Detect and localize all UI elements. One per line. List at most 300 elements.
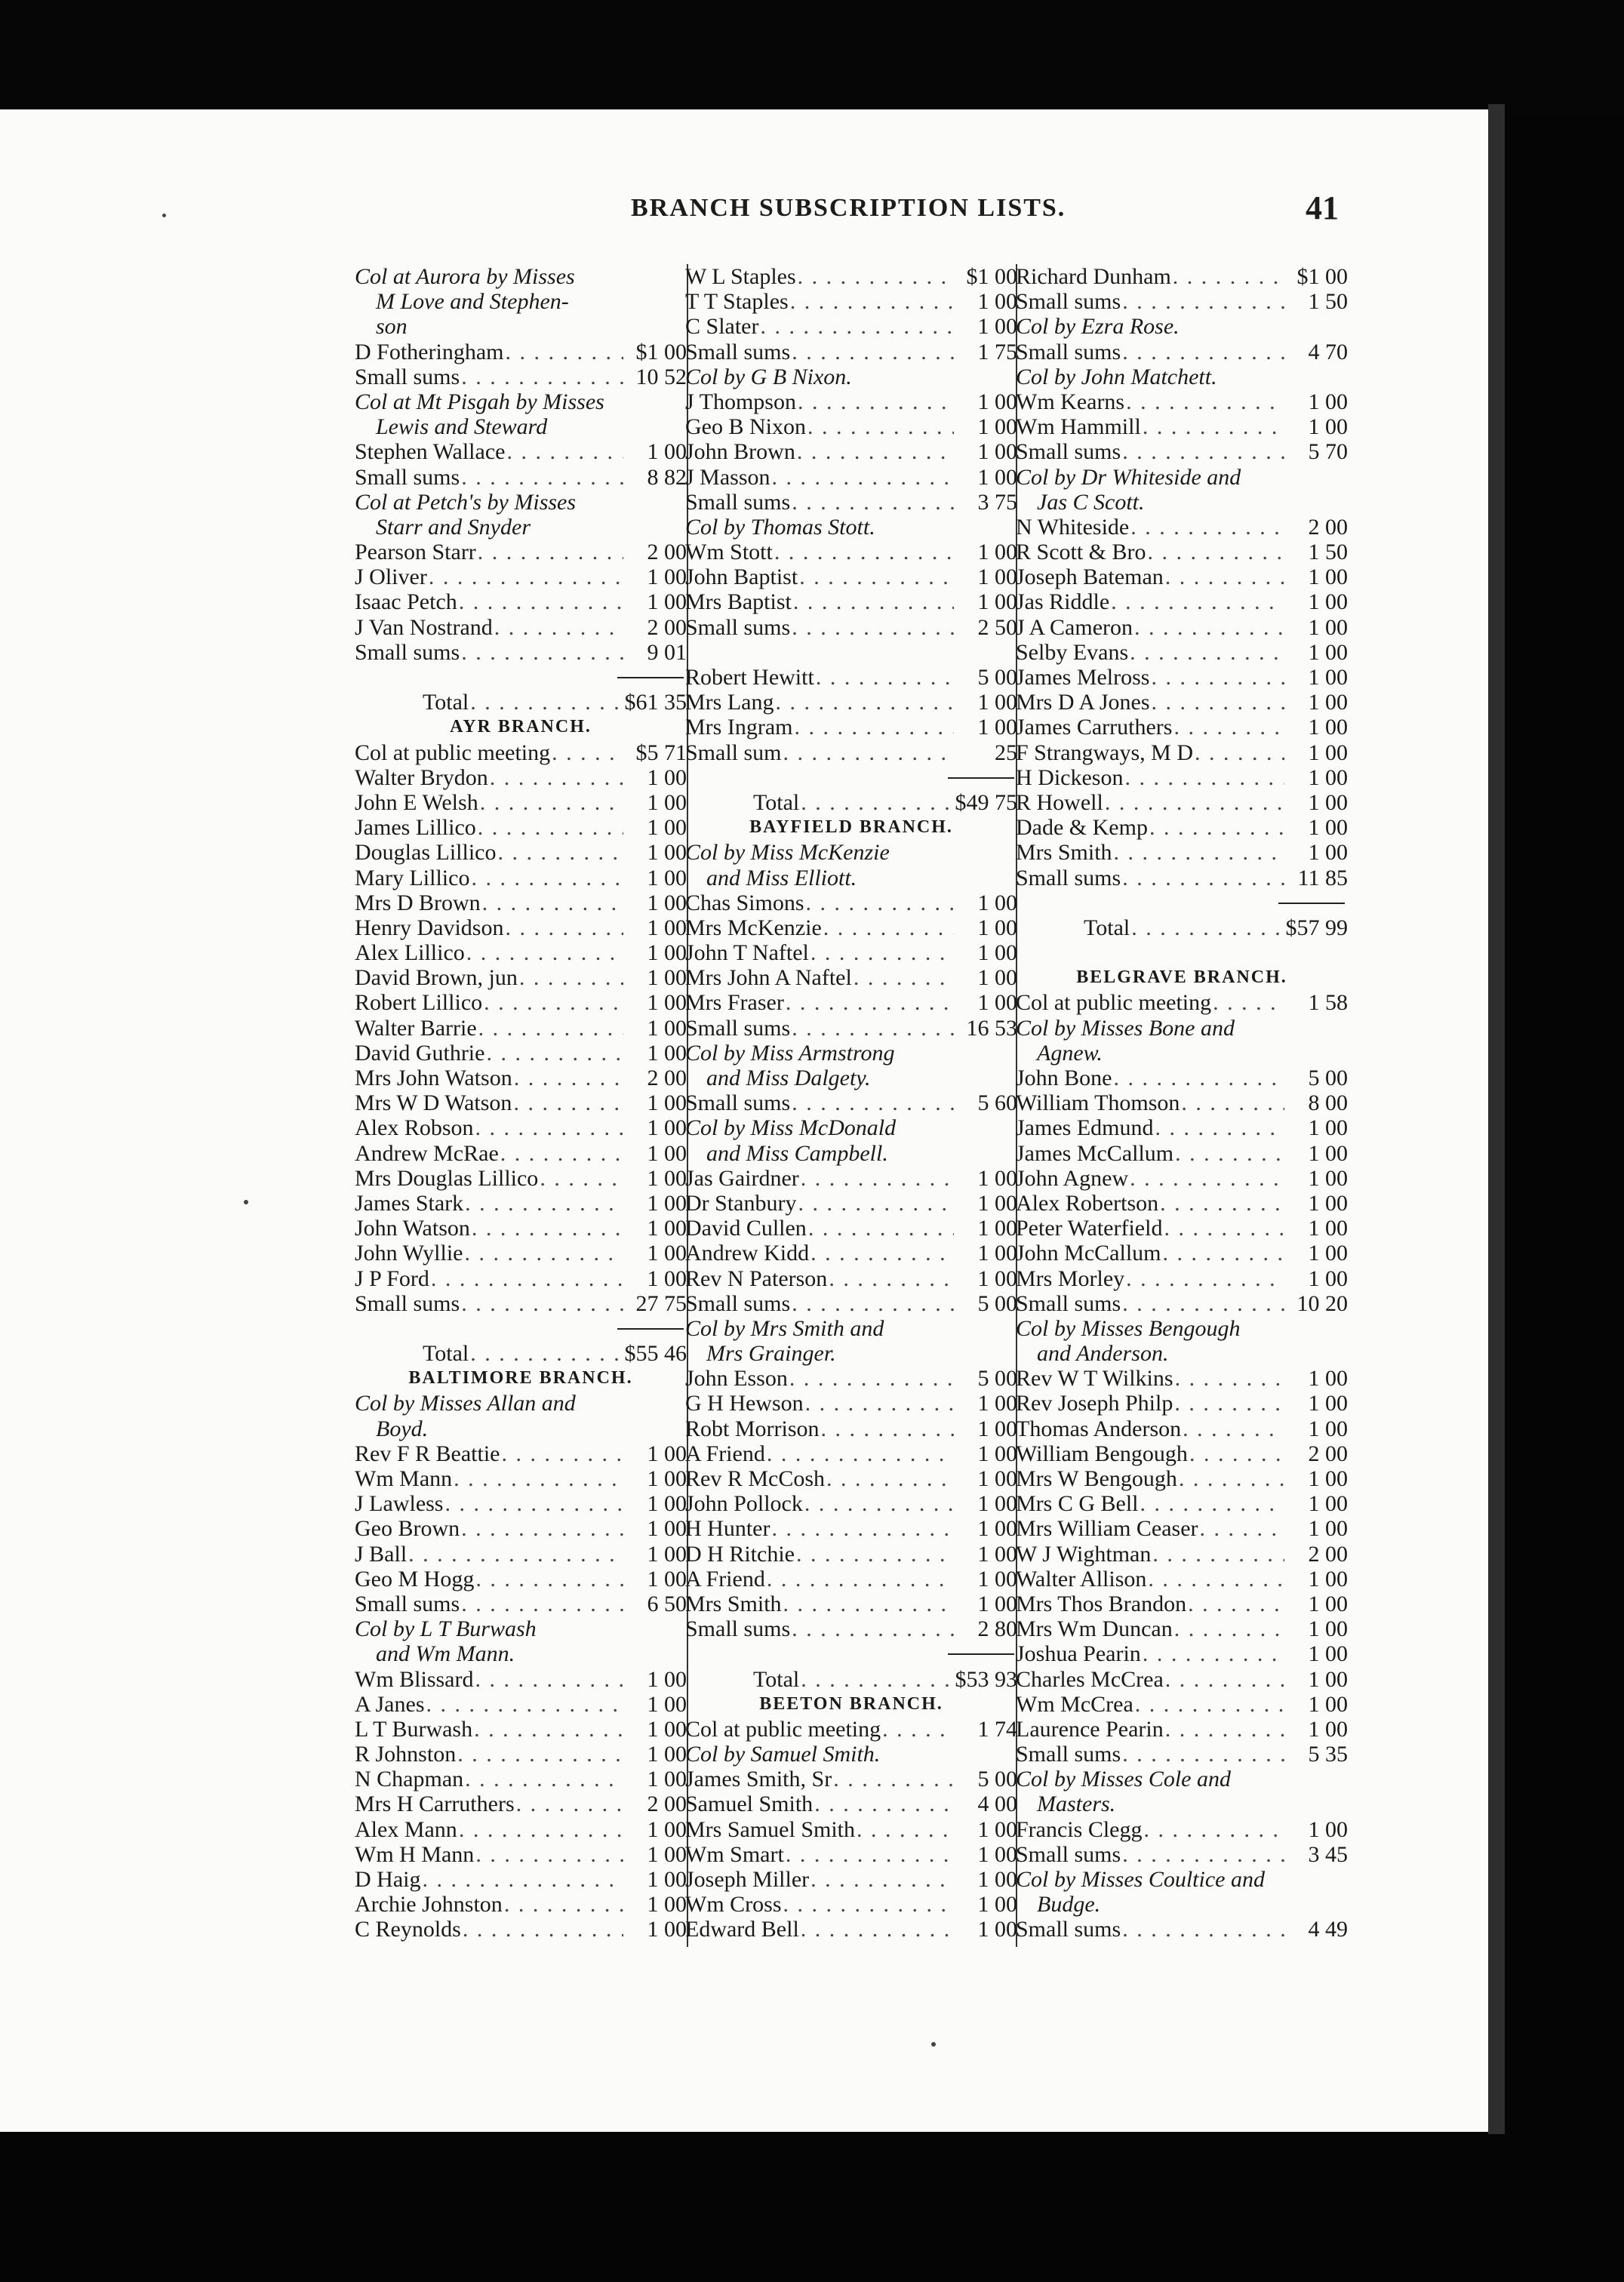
subscription-amount: 1 00 <box>1308 1216 1348 1241</box>
subscription-amount: 1 00 <box>1308 389 1348 414</box>
subscription-entry <box>1016 340 1348 364</box>
subscription-amount: 1 00 <box>1308 665 1348 690</box>
subscription-amount: 1 00 <box>977 1441 1017 1466</box>
subscriber-name: Mrs D Brown <box>355 890 481 915</box>
dot-leader <box>477 1016 623 1041</box>
subscriber-name: Alex Mann <box>355 1816 457 1842</box>
subscriber-name: Jas Riddle <box>1016 589 1110 615</box>
subscriber-name: Wm Hammill <box>1016 414 1141 440</box>
collector-note: Col by Misses Bone and <box>1016 1015 1235 1041</box>
subscriber-name: Robert Hewitt <box>685 665 814 690</box>
subscription-entry <box>1016 1241 1348 1266</box>
subscription-entry <box>1016 1516 1348 1541</box>
subscription-amount: 1 00 <box>1308 1266 1348 1291</box>
total-amount: $49 75 <box>955 789 1017 815</box>
total-rule <box>355 665 687 690</box>
subscriber-name: Francis Clegg <box>1016 1816 1143 1842</box>
dot-leader <box>1181 1416 1284 1441</box>
total-label: Total <box>753 789 800 815</box>
subscriber-name: R Scott & Bro <box>1016 540 1146 565</box>
dot-leader <box>465 940 623 965</box>
subscriber-name: Henry Davidson <box>355 915 504 940</box>
subscription-amount: 1 00 <box>1308 1391 1348 1416</box>
collector-note: Jas C Scott. <box>1037 489 1145 515</box>
subscriber-name: F Strangways, M D <box>1016 740 1194 765</box>
collector-note: Col by Dr Whiteside and <box>1016 464 1241 490</box>
subscription-amount: 4 00 <box>977 1791 1017 1817</box>
dot-leader <box>500 1441 623 1466</box>
subscriber-name: Mrs Smith <box>685 1591 782 1616</box>
subscription-entry <box>685 1291 1017 1316</box>
subscription-amount: 1 00 <box>1308 1641 1348 1667</box>
subscription-entry <box>685 1391 1017 1416</box>
subscription-entry <box>355 1667 687 1692</box>
branch-total-row <box>685 1667 1017 1692</box>
branch-heading: BALTIMORE BRANCH. <box>408 1368 633 1389</box>
dot-leader <box>803 1491 954 1516</box>
dot-leader <box>770 465 954 490</box>
subscription-amount: 1 00 <box>1308 1691 1348 1717</box>
dot-leader <box>855 1817 954 1842</box>
subscription-entry <box>685 1366 1017 1391</box>
collector-note: Col by Ezra Rose. <box>1016 314 1180 340</box>
dot-leader <box>1172 715 1284 740</box>
subscriber-name: Rev W T Wilkins <box>1016 1366 1173 1392</box>
subscription-column-1 <box>355 264 687 1942</box>
subscriber-name: Charles McCrea <box>1016 1666 1164 1692</box>
subscription-amount: 1 00 <box>977 414 1017 440</box>
margin-mark <box>931 2042 936 2047</box>
subscriber-name: Samuel Smith <box>685 1791 814 1817</box>
subscription-amount: 2 00 <box>647 614 687 640</box>
dot-leader <box>784 1842 954 1867</box>
subscription-amount: 1 00 <box>647 764 687 790</box>
subscription-entry <box>1016 1491 1348 1516</box>
subscriber-name: Small sums <box>355 639 460 665</box>
collector-note: and Miss Campbell. <box>706 1140 888 1166</box>
subscription-entry <box>355 1216 687 1241</box>
subscriber-name: Robert Lillico <box>355 990 483 1016</box>
subscriber-name: Col at public meeting <box>1016 990 1212 1016</box>
subscription-entry <box>355 1742 687 1767</box>
collector-note: Col at Aurora by Misses <box>355 264 575 289</box>
subscription-entry <box>685 690 1017 715</box>
subscription-amount: 3 75 <box>977 489 1017 515</box>
collector-note: son <box>376 314 408 340</box>
subscriber-name: N Whiteside <box>1016 514 1130 540</box>
dot-leader <box>782 1892 955 1917</box>
total-rule <box>355 1316 687 1341</box>
subscription-amount: 1 00 <box>647 1090 687 1116</box>
subscriber-name: Wm Kearns <box>1016 389 1125 414</box>
subscriber-name: A Friend <box>685 1566 765 1592</box>
dot-leader <box>798 564 954 589</box>
spacer <box>1016 940 1348 965</box>
subscriber-name: Small sums <box>685 339 791 364</box>
subscription-amount: 1 00 <box>1308 690 1348 715</box>
dot-leader <box>407 1542 623 1567</box>
dot-leader <box>825 1466 954 1491</box>
subscription-amount: 10 52 <box>635 364 687 389</box>
subscription-entry <box>685 439 1017 464</box>
subscriber-name: John E Welsh <box>355 789 478 815</box>
subscription-amount: 1 00 <box>977 589 1017 615</box>
subscriber-name: John Brown <box>685 439 795 465</box>
dot-leader <box>782 1592 954 1616</box>
collector-note: Col by John Matchett. <box>1016 364 1217 389</box>
subscriber-name: Small sums <box>1016 1917 1121 1942</box>
dot-leader <box>1150 690 1284 715</box>
dot-leader <box>770 1516 954 1541</box>
branch-total-row <box>685 790 1017 815</box>
subscriber-name: Mrs D A Jones <box>1016 690 1150 715</box>
subscription-amount: 2 00 <box>1308 1541 1348 1567</box>
subscriber-name: J Lawless <box>355 1491 444 1517</box>
subscription-amount: 1 00 <box>1308 1416 1348 1441</box>
total-label: Total <box>753 1666 800 1692</box>
subscriber-name: William Bengough <box>1016 1441 1188 1466</box>
subscriber-name: Alex Robertson <box>1016 1190 1159 1216</box>
subscriber-name: Geo M Hogg <box>355 1566 475 1592</box>
dot-leader <box>881 1717 954 1742</box>
dot-leader <box>474 1667 624 1692</box>
subscriber-name: James Smith, Sr <box>685 1767 832 1792</box>
collector-note: Agnew. <box>1037 1040 1103 1066</box>
subscription-entry <box>355 589 687 614</box>
margin-mark <box>162 214 166 217</box>
subscription-entry <box>355 1291 687 1316</box>
subscription-entry <box>355 1516 687 1541</box>
subscription-amount: 1 00 <box>647 1917 687 1942</box>
subscription-amount: 1 00 <box>977 439 1017 465</box>
subscription-amount: 2 80 <box>977 1616 1017 1642</box>
subscriber-name: Small sums <box>1016 289 1121 315</box>
subscription-entry <box>1016 1066 1348 1090</box>
subscription-entry <box>355 1542 687 1567</box>
dot-leader <box>809 1867 954 1892</box>
subscriber-name: J Masson <box>685 464 770 490</box>
subscription-amount: 1 00 <box>647 1115 687 1141</box>
subscription-entry <box>1016 1466 1348 1491</box>
dot-leader <box>790 1616 954 1641</box>
subscription-amount: 1 00 <box>977 1917 1017 1942</box>
dot-leader <box>1186 1592 1284 1616</box>
dot-leader <box>795 1542 954 1567</box>
dot-leader <box>1128 1166 1284 1191</box>
dot-leader <box>1123 765 1284 790</box>
subscription-entry <box>1016 765 1348 790</box>
subscription-amount: $1 00 <box>966 264 1017 289</box>
subscriber-name: David Cullen <box>685 1216 807 1241</box>
dot-leader <box>469 866 623 890</box>
dot-leader <box>443 1491 623 1516</box>
subscription-amount: 1 00 <box>647 940 687 966</box>
subscription-entry <box>355 615 687 640</box>
subscription-amount: 27 75 <box>635 1290 687 1316</box>
collector-note: Col at Mt Pisgah by Misses <box>355 389 604 414</box>
branch-total-row <box>355 1341 687 1366</box>
dot-leader <box>503 1892 623 1917</box>
subscription-entry <box>685 540 1017 564</box>
subscription-entry <box>1016 1441 1348 1466</box>
subscription-entry <box>685 1867 1017 1892</box>
dot-leader <box>804 890 954 915</box>
subscriber-name: Walter Barrie <box>355 1015 477 1041</box>
subscription-amount: 1 00 <box>647 1691 687 1717</box>
subscription-amount: 1 00 <box>1308 1115 1348 1141</box>
dot-leader <box>1124 1266 1284 1291</box>
subscription-entry <box>1016 815 1348 840</box>
dot-leader <box>457 1817 623 1842</box>
dot-leader <box>827 1266 954 1291</box>
dot-leader <box>512 1066 623 1090</box>
subscriber-name: G H Hewson <box>685 1391 804 1416</box>
dot-leader <box>1139 1491 1284 1516</box>
collector-note: Starr and Snyder <box>376 514 531 540</box>
subscriber-name: John Wyllie <box>355 1241 463 1266</box>
subscription-entry <box>355 915 687 940</box>
dot-leader <box>478 790 623 815</box>
collector-note: Col by G B Nixon. <box>685 364 852 389</box>
subscription-entry <box>685 990 1017 1015</box>
subscriber-name: Small sums <box>685 1090 791 1116</box>
subscriber-name: Small sums <box>1016 1290 1121 1316</box>
subscriber-name: Small sums <box>685 1616 791 1642</box>
subscription-entry <box>1016 1542 1348 1567</box>
subscription-entry <box>355 1867 687 1892</box>
subscription-amount: 1 00 <box>977 314 1017 340</box>
subscription-entry <box>685 1592 1017 1616</box>
dot-leader <box>1164 564 1284 589</box>
dot-leader <box>499 1141 623 1166</box>
dot-leader <box>799 1917 954 1942</box>
subscription-entry <box>1016 1216 1348 1241</box>
subscription-amount: 1 00 <box>647 840 687 866</box>
subscription-entry <box>355 890 687 915</box>
dot-leader <box>806 414 954 439</box>
subscriber-name: Joseph Bateman <box>1016 564 1164 590</box>
dot-leader <box>1121 1291 1284 1316</box>
subscriber-name: Isaac Petch <box>355 589 457 615</box>
subscriber-name: James Edmund <box>1016 1115 1154 1141</box>
subscriber-name: C Reynolds <box>355 1917 461 1942</box>
subscription-entry <box>685 589 1017 614</box>
subscriber-name: David Brown, jun <box>355 965 518 991</box>
subscriber-name: Mrs John A Naftel <box>685 965 852 991</box>
subscriber-name: Small sums <box>1016 439 1121 465</box>
subscription-amount: 1 00 <box>977 1892 1017 1918</box>
dot-leader <box>1121 1917 1284 1942</box>
subscriber-name: Dr Stanbury <box>685 1190 797 1216</box>
subscription-entry <box>685 414 1017 439</box>
subscription-entry <box>355 765 687 790</box>
subscriber-name: Robt Morrison <box>685 1416 820 1441</box>
subscriber-name: John Bone <box>1016 1066 1112 1090</box>
dot-leader <box>799 1166 954 1191</box>
subscription-amount: 1 00 <box>1308 715 1348 740</box>
subscription-amount: $5 71 <box>635 740 687 765</box>
subscription-entry <box>1016 1692 1348 1717</box>
subscriber-name: D H Ritchie <box>685 1541 795 1567</box>
dot-leader <box>457 589 623 614</box>
dot-leader <box>476 540 623 564</box>
dot-leader <box>1198 1516 1284 1541</box>
subscriber-name: Mrs Fraser <box>685 990 784 1016</box>
dot-leader <box>1173 1366 1284 1391</box>
dot-leader <box>1133 1692 1284 1717</box>
dot-leader <box>1142 1817 1284 1842</box>
dot-leader <box>814 665 954 690</box>
dot-leader <box>1141 1641 1284 1666</box>
subscriber-name: Andrew McRae <box>355 1140 499 1166</box>
subscriber-name: D Haig <box>355 1867 421 1892</box>
subscription-amount: 1 00 <box>647 1165 687 1191</box>
dot-leader <box>474 1115 624 1140</box>
subscription-entry <box>685 615 1017 640</box>
subscription-entry <box>355 1191 687 1216</box>
subscriber-name: Mrs Morley <box>1016 1266 1125 1291</box>
total-rule <box>1016 890 1348 915</box>
dot-leader <box>790 615 954 640</box>
subscriber-name: Mrs Douglas Lillico <box>355 1165 539 1191</box>
subscription-entry <box>1016 665 1348 690</box>
dot-leader <box>813 1791 954 1816</box>
subscription-entry <box>685 1016 1017 1041</box>
collector-note: Masters. <box>1037 1791 1116 1817</box>
dot-leader <box>460 465 623 490</box>
subscription-entry <box>1016 1667 1348 1692</box>
subscription-amount: 1 00 <box>977 690 1017 715</box>
subscription-amount: 1 00 <box>647 1266 687 1291</box>
dot-leader <box>774 690 954 715</box>
branch-heading: AYR BRANCH. <box>450 717 592 737</box>
subscription-entry <box>685 1491 1017 1516</box>
subscription-entry <box>1016 1291 1348 1316</box>
subscription-entry <box>355 1567 687 1592</box>
subscriber-name: John McCallum <box>1016 1241 1161 1266</box>
subscription-entry <box>685 564 1017 589</box>
subscription-entry <box>685 915 1017 940</box>
subscription-amount: 1 00 <box>977 1416 1017 1441</box>
subscription-entry <box>685 1090 1017 1115</box>
subscriber-name: R Johnston <box>355 1742 457 1767</box>
subscription-entry <box>1016 615 1348 640</box>
dot-leader <box>474 1567 623 1592</box>
subscription-entry <box>355 1241 687 1266</box>
subscriber-name: J Ball <box>355 1541 408 1567</box>
dot-leader <box>481 890 623 915</box>
subscription-entry <box>1016 289 1348 314</box>
subscription-amount: 1 00 <box>647 965 687 991</box>
subscriber-name: Chas Simons <box>685 890 804 915</box>
subscriber-name: Wm Stott <box>685 540 773 565</box>
subscription-amount: 5 00 <box>977 1767 1017 1792</box>
subscription-amount: 1 00 <box>1308 589 1348 615</box>
subscription-entry <box>355 1717 687 1742</box>
subscriber-name: H Hunter <box>685 1516 770 1542</box>
subscriber-name: Wm McCrea <box>1016 1691 1133 1717</box>
subscription-amount: 1 00 <box>647 1867 687 1892</box>
subscriber-name: Mrs Smith <box>1016 840 1112 866</box>
dot-leader <box>799 790 954 815</box>
dot-leader <box>1133 615 1284 640</box>
subscriber-name: Mrs William Ceaser <box>1016 1516 1198 1542</box>
subscription-amount: 10 20 <box>1296 1290 1348 1316</box>
subscription-amount: 1 00 <box>647 1015 687 1041</box>
subscriber-name: Small sums <box>1016 339 1121 364</box>
subscriber-name: Joseph Miller <box>685 1867 810 1892</box>
subscription-entry <box>355 1817 687 1842</box>
dot-leader <box>820 1416 954 1441</box>
subscriber-name: James McCallum <box>1016 1140 1174 1166</box>
subscription-amount: 3 45 <box>1308 1841 1348 1867</box>
subscription-entry <box>685 1842 1017 1867</box>
dot-leader <box>1173 1616 1284 1641</box>
subscription-amount: 1 00 <box>647 1742 687 1767</box>
subscription-amount: 5 00 <box>977 1366 1017 1392</box>
subscription-entry <box>685 715 1017 740</box>
dot-leader <box>503 915 623 940</box>
subscriber-name: Alex Robson <box>355 1115 474 1141</box>
subscriber-name: Mrs Baptist <box>685 589 792 615</box>
dot-leader <box>1141 414 1284 439</box>
collector-note: and Wm Mann. <box>376 1641 515 1667</box>
dot-leader <box>518 965 623 990</box>
subscription-amount: 1 00 <box>647 1767 687 1792</box>
subscription-amount: 1 00 <box>1308 1165 1348 1191</box>
subscription-entry <box>1016 1817 1348 1842</box>
subscription-entry <box>1016 1592 1348 1616</box>
subscriber-name: R Howell <box>1016 789 1103 815</box>
dot-leader <box>482 990 623 1015</box>
subscriber-name: Walter Brydon <box>355 764 488 790</box>
subscription-entry <box>355 540 687 564</box>
subscription-amount: $1 00 <box>635 339 687 364</box>
dot-leader <box>1193 740 1284 765</box>
dot-leader <box>822 915 954 940</box>
dot-leader <box>1161 1241 1285 1266</box>
dot-leader <box>782 740 954 765</box>
subscriber-name: James Melross <box>1016 665 1150 690</box>
subscription-entry <box>355 564 687 589</box>
subscriber-name: H Dickeson <box>1016 764 1124 790</box>
subscriber-name: Rev N Paterson <box>685 1266 828 1291</box>
branch-heading: BAYFIELD BRANCH. <box>749 817 953 838</box>
subscription-amount: 1 00 <box>977 1165 1017 1191</box>
subscription-entry <box>1016 1842 1348 1867</box>
subscriber-name: Col at public meeting <box>685 1716 881 1742</box>
dot-leader <box>799 1667 954 1692</box>
subscription-entry <box>355 815 687 840</box>
subscription-amount: 1 00 <box>1308 1366 1348 1392</box>
subscriber-name: L T Burwash <box>355 1716 473 1742</box>
subscription-amount: 1 00 <box>647 789 687 815</box>
subscription-amount: 1 00 <box>1308 1140 1348 1166</box>
subscription-amount: 1 00 <box>977 940 1017 966</box>
subscriber-name: Wm Cross <box>685 1892 782 1918</box>
branch-total-row <box>1016 915 1348 940</box>
subscription-entry <box>355 1090 687 1115</box>
dot-leader <box>461 1917 623 1942</box>
subscription-entry <box>355 465 687 490</box>
margin-mark <box>244 1200 248 1204</box>
subscription-entry <box>355 740 687 765</box>
dot-leader <box>788 1366 954 1391</box>
subscription-amount: 5 35 <box>1308 1742 1348 1767</box>
collector-note: Col at Petch's by Misses <box>355 489 577 515</box>
subscriber-name: W J Wightman <box>1016 1541 1152 1567</box>
subscription-entry <box>355 1041 687 1066</box>
